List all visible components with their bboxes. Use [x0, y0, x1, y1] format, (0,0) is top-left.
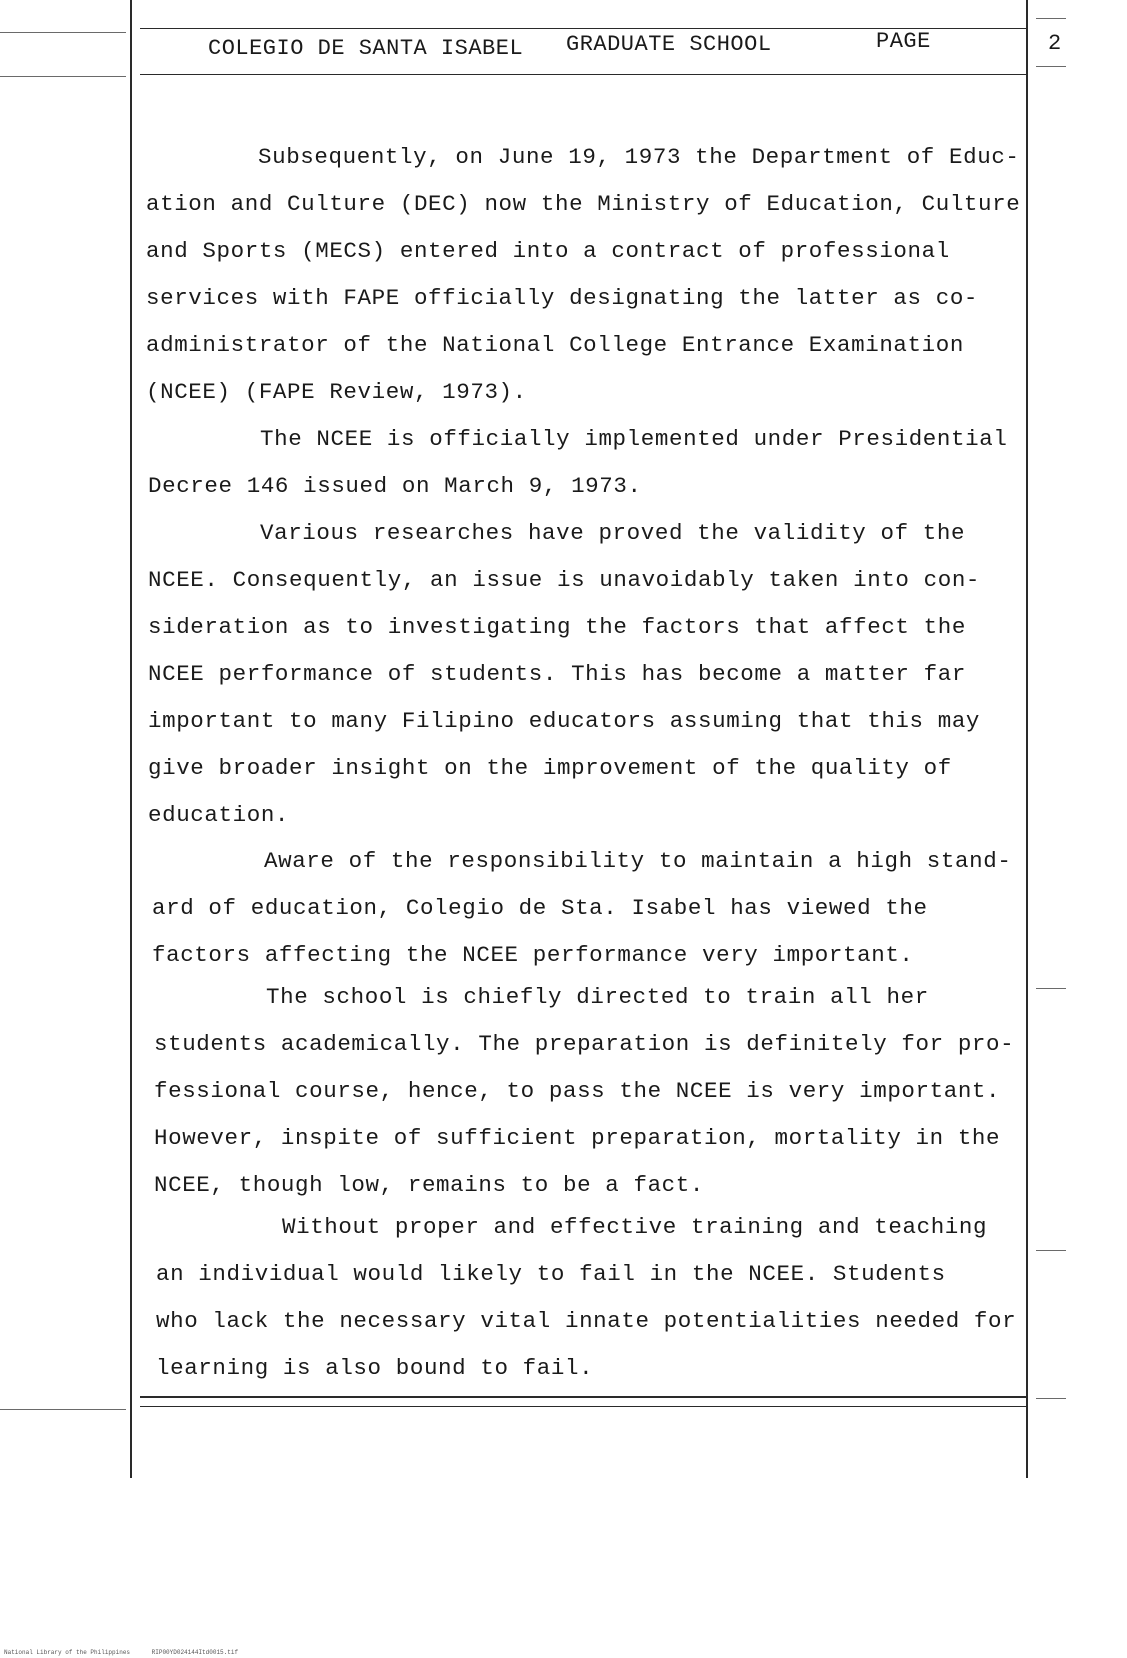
paragraph-line: NCEE, though low, remains to be a fact. — [154, 1172, 704, 1198]
right-margin-rule — [1026, 0, 1028, 1478]
paragraph-3 — [148, 510, 980, 839]
right-tick-1 — [1036, 18, 1066, 19]
paragraph-2 — [148, 416, 1007, 510]
paragraph-6 — [156, 1204, 1016, 1392]
page-label: PAGE — [876, 29, 931, 54]
paragraph-line: fessional course, hence, to pass the NCEE is very important. — [154, 1078, 1001, 1104]
paragraph-line: NCEE performance of students. This has become a matter far — [148, 661, 966, 687]
paragraph-line: NCEE. Consequently, an issue is unavoidably taken into con- — [148, 567, 981, 593]
paragraph-line: Without proper and effective training and teaching — [282, 1214, 988, 1240]
paragraph-line: an individual would likely to fail in the NCEE. Students — [156, 1261, 946, 1287]
paragraph-line: Decree 146 issued on March 9, 1973. — [148, 473, 642, 499]
bottom-rule — [140, 1396, 1026, 1398]
paragraph-line: (NCEE) (FAPE Review, 1973). — [146, 379, 527, 405]
paragraph-line: However, inspite of sufficient preparation, mortality in the — [154, 1125, 1001, 1151]
paragraph-line: give broader insight on the improvement of the quality of — [148, 755, 952, 781]
paragraph-line: The school is chiefly directed to train all her — [266, 984, 929, 1010]
paragraph-line: Subsequently, on June 19, 1973 the Department of Educ- — [258, 144, 1020, 170]
right-tick-5 — [1036, 1398, 1066, 1399]
paragraph-line: ation and Culture (DEC) now the Ministry of Education, Culture — [146, 191, 1021, 217]
paragraph-line: students academically. The preparation is definitely for pro- — [154, 1031, 1015, 1057]
paragraph-line: sideration as to investigating the factors that affect the — [148, 614, 966, 640]
paragraph-line: Aware of the responsibility to maintain a high stand- — [264, 848, 1012, 874]
left-tick-top — [0, 32, 126, 33]
paragraph-line: services with FAPE officially designating the latter as co- — [146, 285, 979, 311]
paragraph-line: Various researches have proved the validity of the — [260, 520, 966, 546]
paragraph-line: The NCEE is officially implemented under Presidential — [260, 426, 1008, 452]
bottom-rule-lower — [140, 1406, 1026, 1407]
paragraph-line: administrator of the National College Entrance Examination — [146, 332, 964, 358]
paragraph-line: education. — [148, 802, 290, 828]
paragraph-line: who lack the necessary vital innate potentialities needed for — [156, 1308, 1017, 1334]
left-tick-bottom — [0, 1409, 126, 1410]
left-margin-rule — [130, 0, 132, 1478]
right-tick-2 — [1036, 66, 1066, 67]
paragraph-line: important to many Filipino educators assuming that this may — [148, 708, 981, 734]
paragraph-line: and Sports (MECS) entered into a contract of professional — [146, 238, 950, 264]
paragraph-line: factors affecting the NCEE performance very important. — [152, 942, 914, 968]
header-bottom-rule — [140, 74, 1026, 75]
paragraph-line: learning is also bound to fail. — [156, 1355, 594, 1381]
paragraph-1 — [146, 134, 1020, 416]
paragraph-line: ard of education, Colegio de Sta. Isabel has viewed the — [152, 895, 928, 921]
left-tick-top-2 — [0, 76, 126, 77]
page-number: 2 — [1048, 31, 1062, 56]
paragraph-4 — [152, 838, 1011, 979]
footer-library: National Library of the Philippines — [4, 1649, 131, 1656]
right-tick-3 — [1036, 988, 1066, 989]
institution-name: COLEGIO DE SANTA ISABEL — [208, 36, 524, 61]
right-tick-4 — [1036, 1250, 1066, 1251]
scan-footer — [4, 1649, 238, 1656]
school-name: GRADUATE SCHOOL — [566, 32, 772, 57]
footer-file-id: RIP00YD024144Itd0015.tif — [151, 1649, 239, 1656]
paragraph-5 — [154, 974, 1014, 1209]
